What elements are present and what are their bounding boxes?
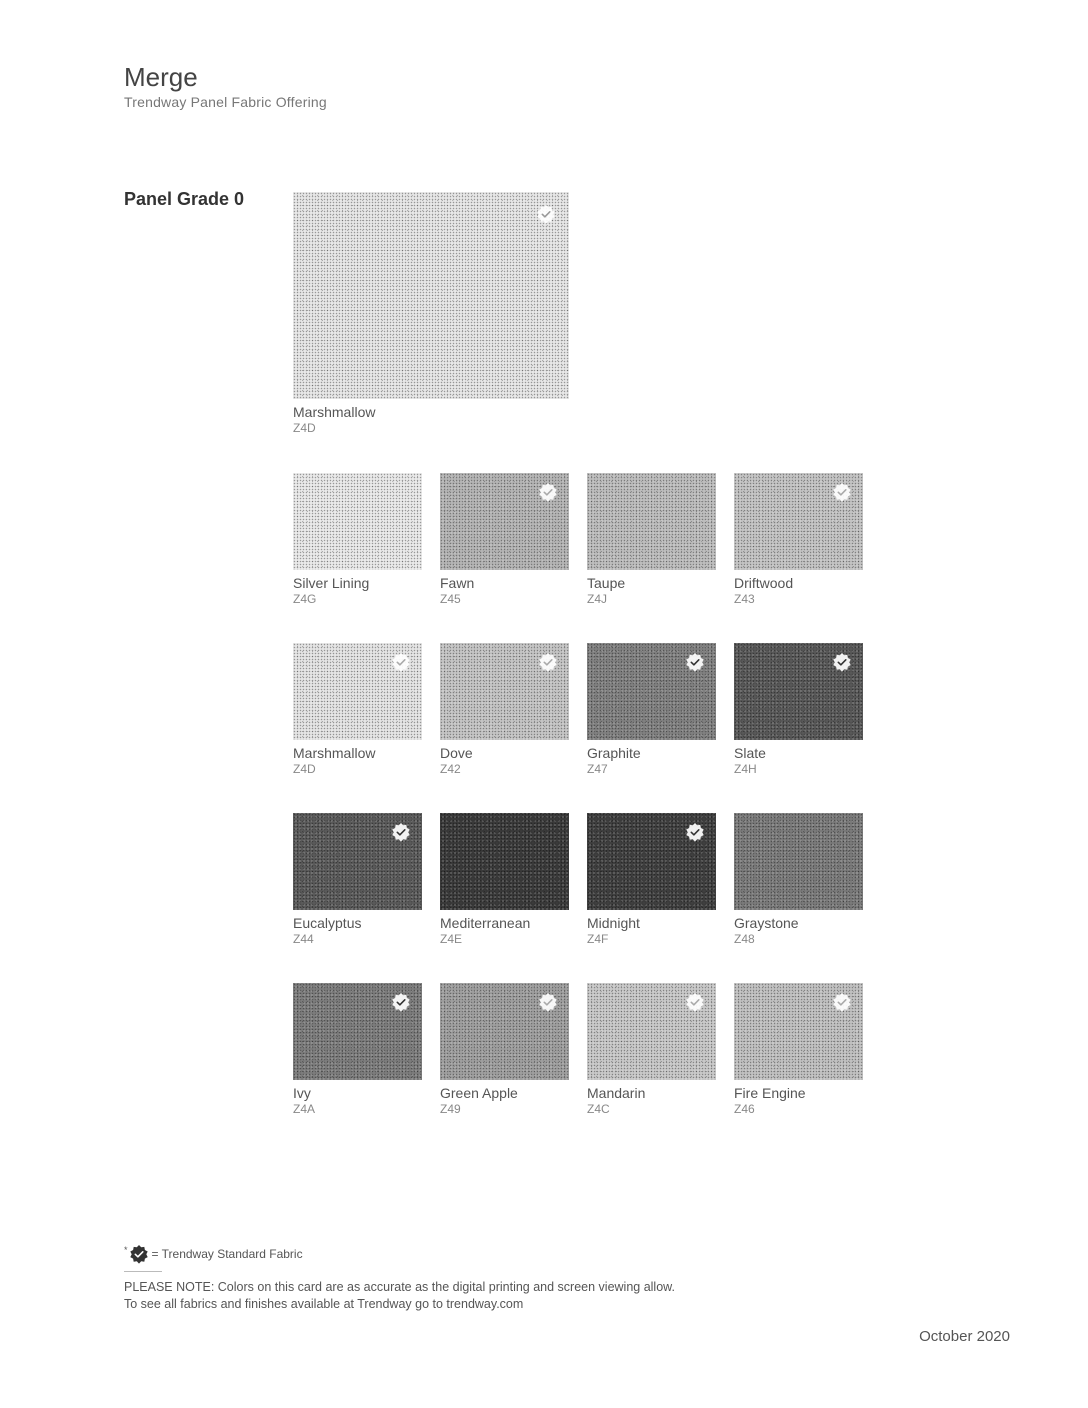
swatch-name: Mandarin (587, 1085, 646, 1101)
swatch-card (440, 983, 569, 1123)
swatch-card (293, 983, 422, 1123)
swatch-card (440, 813, 569, 953)
swatch-code: Z45 (440, 592, 461, 606)
swatch-name: Fawn (440, 575, 475, 591)
swatch-name: Slate (734, 745, 766, 761)
swatch-code: Z47 (587, 762, 608, 776)
section-title: Panel Grade 0 (124, 189, 245, 209)
swatch-name: Graystone (734, 915, 799, 931)
swatch-code: Z4J (587, 592, 608, 606)
standard-fabric-badge-icon (685, 992, 705, 1012)
swatch-code: Z4D (293, 762, 316, 776)
swatch-name: Dove (440, 745, 473, 761)
standard-fabric-badge-icon (832, 652, 852, 672)
standard-fabric-badge-icon (129, 1244, 149, 1264)
swatch-name: Taupe (587, 575, 626, 591)
swatch-card (587, 813, 716, 953)
swatch-code: Z4F (587, 932, 609, 946)
standard-fabric-badge-icon (391, 652, 411, 672)
standard-fabric-badge-icon (538, 482, 558, 502)
swatch-name: Marshmallow (293, 745, 376, 761)
swatch-name: Green Apple (440, 1085, 518, 1101)
swatch-name: Driftwood (734, 575, 794, 591)
standard-fabric-badge-icon (538, 652, 558, 672)
document-title: Merge (124, 62, 198, 92)
swatch-code: Z44 (293, 932, 314, 946)
legend-divider (124, 1271, 162, 1272)
swatch-code: Z43 (734, 592, 755, 606)
document-date: October 2020 (919, 1328, 1010, 1345)
fabric-swatch (734, 813, 863, 910)
swatch-card (734, 983, 863, 1123)
standard-fabric-badge-icon (538, 992, 558, 1012)
standard-fabric-badge-icon (391, 992, 411, 1012)
featured-swatch-card (293, 192, 569, 442)
swatch-code: Z4C (587, 1102, 610, 1116)
swatch-card (293, 813, 422, 953)
legend (124, 1244, 303, 1264)
standard-fabric-badge-icon (536, 204, 556, 224)
standard-fabric-badge-icon (685, 652, 705, 672)
fabric-swatch (293, 473, 422, 570)
swatch-name: Mediterranean (440, 915, 531, 931)
swatch-code: Z49 (440, 1102, 461, 1116)
swatch-card (587, 983, 716, 1123)
swatch-card (293, 473, 422, 613)
swatch-card (734, 813, 863, 953)
fabric-swatch (440, 813, 569, 910)
standard-fabric-badge-icon (832, 992, 852, 1012)
swatch-code: Z4D (293, 421, 316, 435)
fabric-swatch (587, 473, 716, 570)
legend-asterisk: * (124, 1245, 128, 1255)
swatch-name: Marshmallow (293, 404, 376, 420)
swatch-card (734, 473, 863, 613)
standard-fabric-badge-icon (685, 822, 705, 842)
standard-fabric-badge-icon (391, 822, 411, 842)
swatch-name: Ivy (293, 1085, 311, 1101)
swatch-card (440, 473, 569, 613)
swatch-code: Z46 (734, 1102, 755, 1116)
swatch-name: Graphite (587, 745, 641, 761)
swatch-name: Midnight (587, 915, 640, 931)
swatch-name: Fire Engine (734, 1085, 806, 1101)
swatch-code: Z48 (734, 932, 755, 946)
note-line-1: PLEASE NOTE: Colors on this card are as accurate as the digital printing and screen viewing allow. (124, 1280, 675, 1294)
swatch-code: Z42 (440, 762, 461, 776)
swatch-card (440, 643, 569, 783)
standard-fabric-badge-icon (832, 482, 852, 502)
swatch-name: Silver Lining (293, 575, 370, 591)
note-line-2: To see all fabrics and finishes available at Trendway go to trendway.com (124, 1297, 524, 1311)
swatch-card (734, 643, 863, 783)
swatch-card (293, 643, 422, 783)
swatch-code: Z4H (734, 762, 757, 776)
legend-text: = Trendway Standard Fabric (151, 1247, 303, 1261)
swatch-code: Z4G (293, 592, 317, 606)
fabric-swatch (293, 192, 569, 399)
document-subtitle: Trendway Panel Fabric Offering (124, 94, 327, 110)
swatch-code: Z4E (440, 932, 463, 946)
swatch-card (587, 643, 716, 783)
swatch-code: Z4A (293, 1102, 316, 1116)
swatch-card (587, 473, 716, 613)
swatch-name: Eucalyptus (293, 915, 362, 931)
